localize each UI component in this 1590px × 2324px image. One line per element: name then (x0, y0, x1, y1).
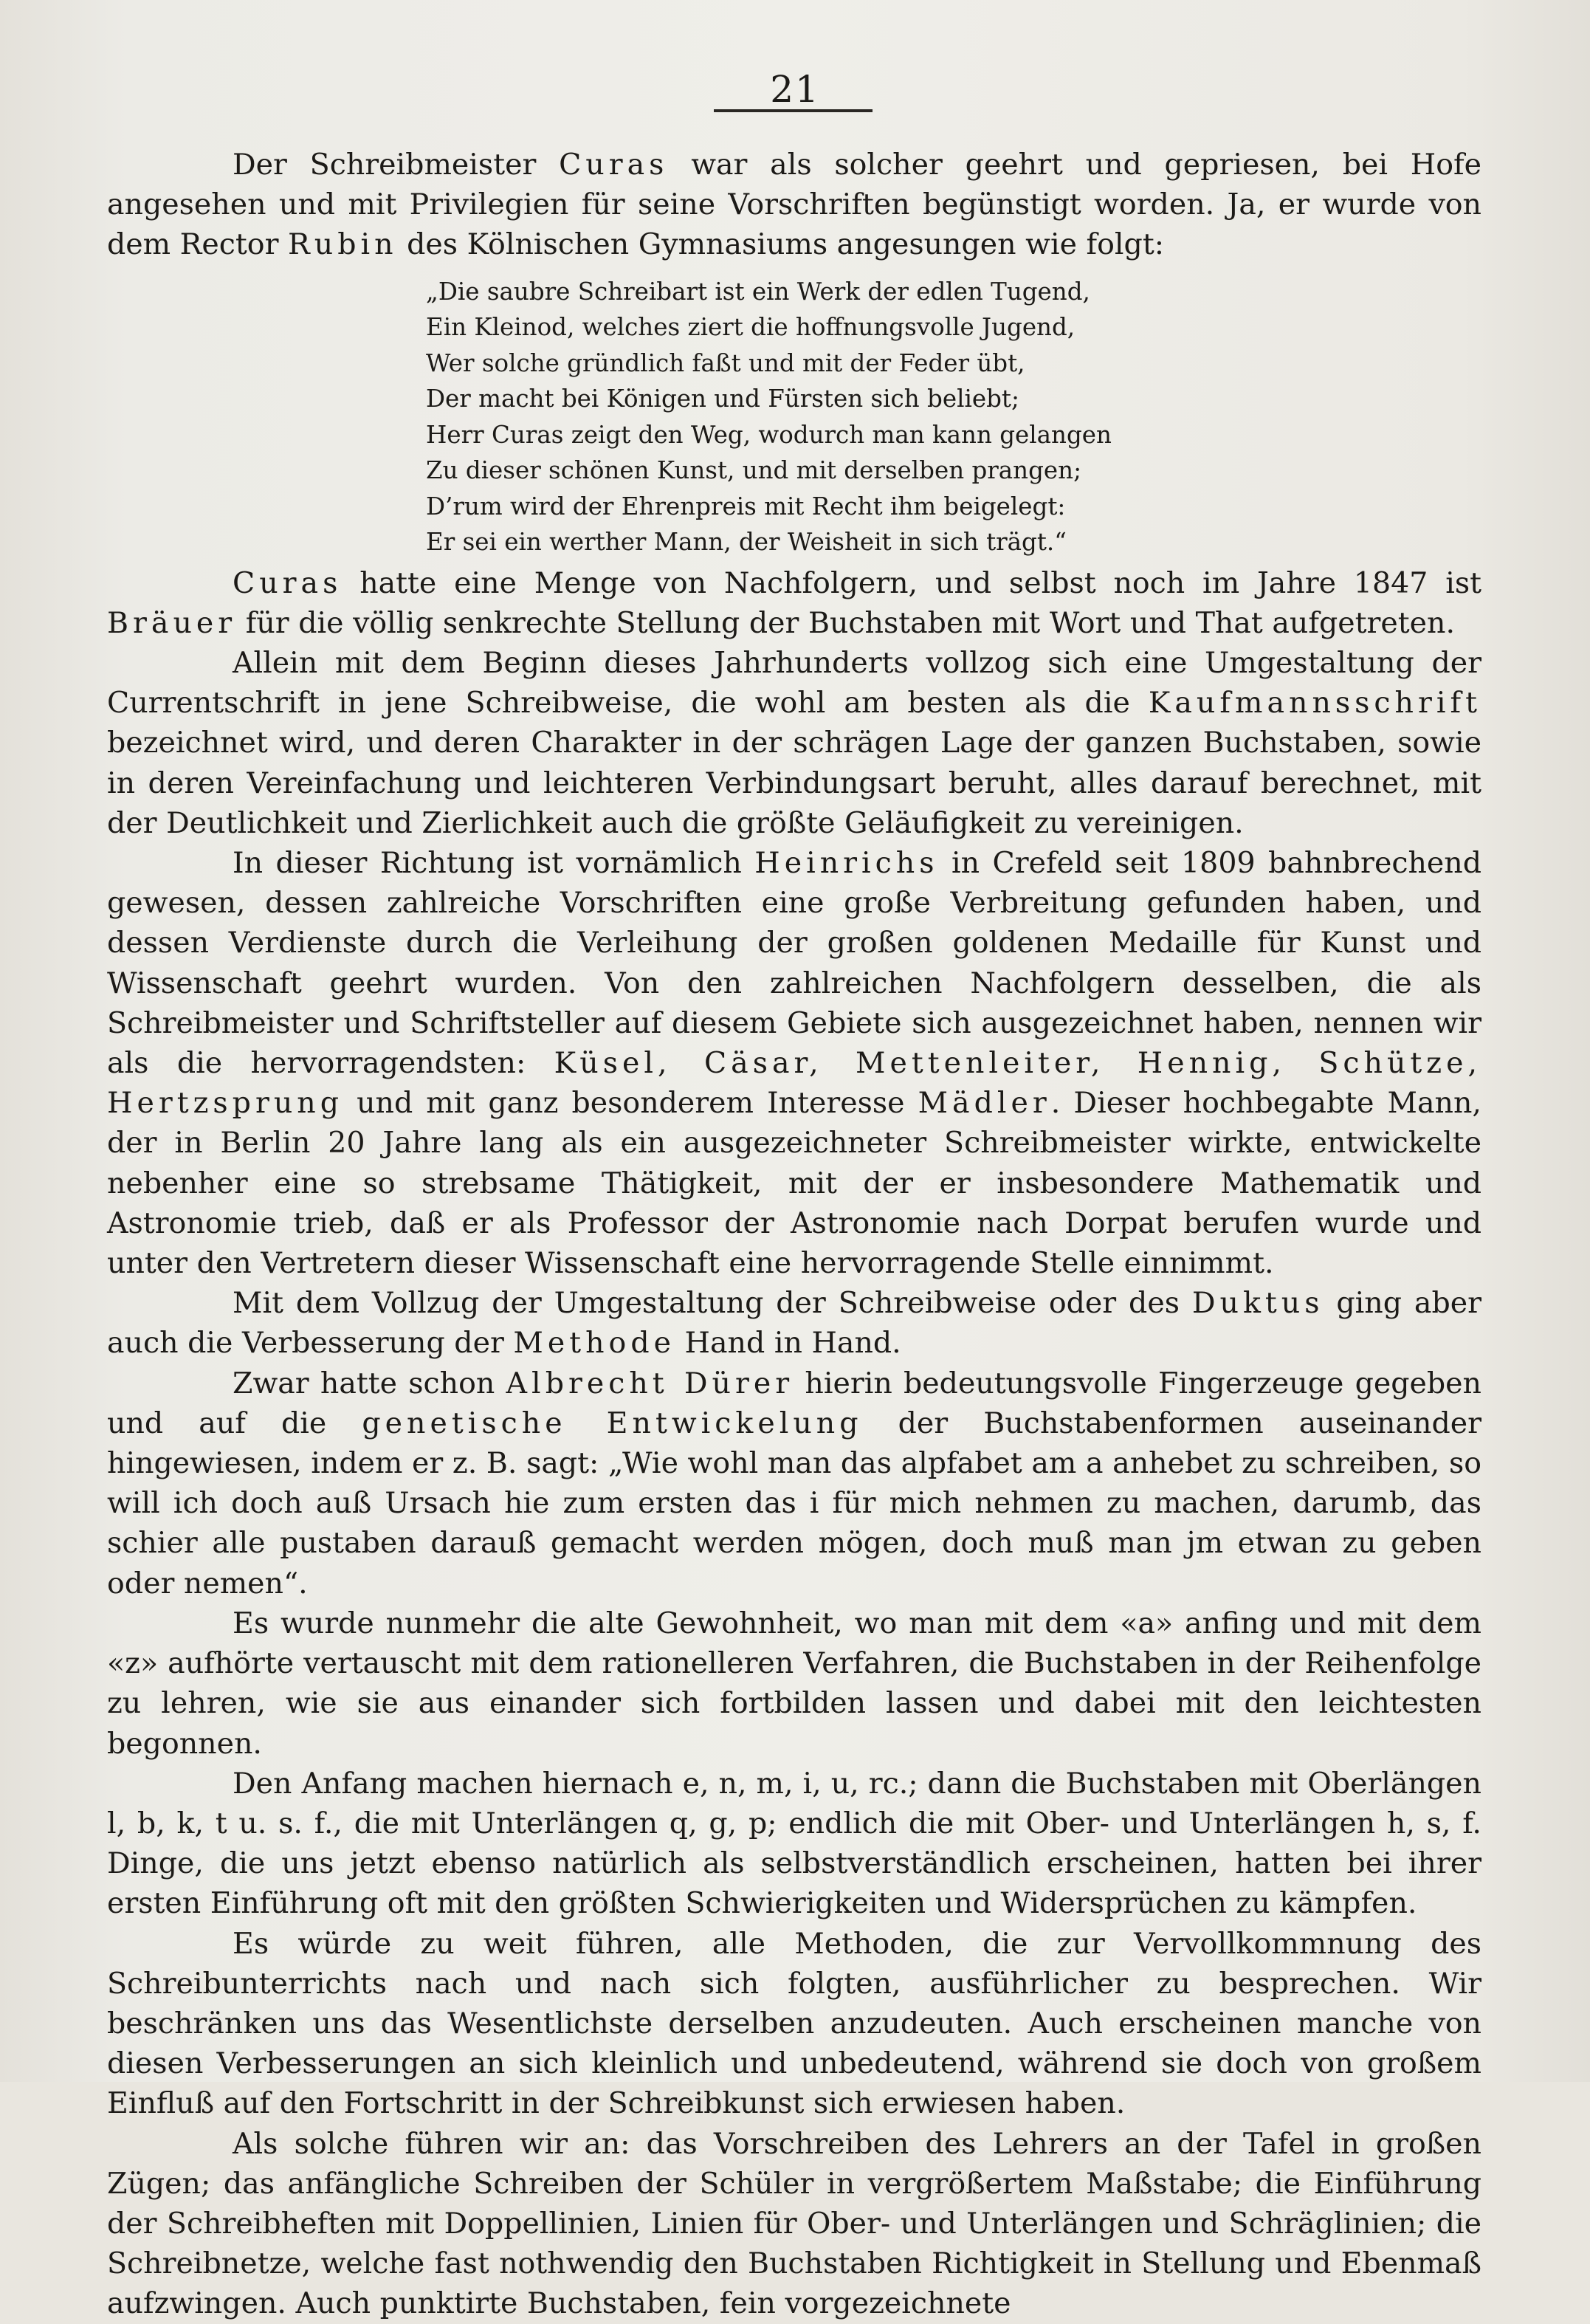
text-segment: in Crefeld seit 1809 bahnbrechend gewesen, dessen zahlreiche Vorschriften eine große Verbreitung gefunden haben, und dessen Verdienste durch die Verleihung der großen goldenen Medaille für Kunst und Wissenschaft geehrt wurden. Von den zahlreichen Nachfolgern desselben, die als Schreibmeister und Schriftsteller auf diesem Gebiete sich ausgezeichnet haben, nennen wir als die hervorragendsten: (107, 846, 1481, 1081)
text-segment: war als solcher geehrt und gepriesen, bei Hofe angesehen und mit Privilegien für seine Vorschriften begünstigt worden. Ja, er wurde von dem Rector (107, 148, 1481, 262)
text-segment: ging aber auch die Verbesserung der (107, 1286, 1481, 1361)
text-segment: für die völlig senkrechte Stellung der Buchstaben mit Wort und That aufgetreten. (236, 605, 1455, 640)
page-number-rule (714, 109, 873, 112)
text-segment: Allein mit dem Beginn dieses Jahrhunderts vollzog sich eine Umgestaltung der Currentschrift in jene Schreibweise, die wohl am besten als die (107, 646, 1481, 721)
paragraph (107, 1924, 1481, 2124)
spaced-name: Küsel, Cäsar, Mettenleiter, Hennig, Schütze, Hertzsprung (107, 1046, 1482, 1121)
poem-line: Der macht bei Königen und Fürsten sich beliebt; (426, 385, 1019, 413)
paragraph (107, 1364, 1481, 1603)
poem-line: Zu dieser schönen Kunst, und mit derselben prangen; (426, 456, 1082, 485)
text-segment: des Kölnischen Gymnasiums angesungen wie folgt: (397, 227, 1165, 262)
poem-line: D’rum wird der Ehrenpreis mit Recht ihm beigelegt: (426, 492, 1066, 520)
text-segment: Als solche führen wir an: das Vorschreiben des Lehrers an der Tafel in großen Zügen; das anfängliche Schreiben der Schüler in vergrößertem Maßstabe; die Einführung der Schreibheften mit Doppellinien, Linien für Ober- und Unterlängen und Schräglinien; die Schreibnetze, welche fast nothwendig den Buchstaben Richtigkeit in Stellung und Ebenmaß aufzwingen. Auch punktirte Buchstaben, fein vorgezeichnete (107, 2126, 1481, 2321)
spaced-name: Curas (559, 148, 669, 182)
paragraph (107, 643, 1481, 843)
spaced-name: Duktus (1191, 1286, 1324, 1321)
paragraph (107, 2124, 1481, 2324)
poem-line: „Die saubre Schreibart ist ein Werk der edlen Tugend, (426, 277, 1090, 306)
text-segment: hierin bedeutungsvolle Fingerzeuge gegeben und auf die (107, 1366, 1481, 1440)
text-segment: Es würde zu weit führen, alle Methoden, die zur Vervollkommnung des Schreibunterrichts nach und nach sich folgten, ausführlicher zu besprechen. Wir beschränken uns das Wesentlichste derselben anzudeuten. Auch erscheinen manche von diesen Verbesserungen an sich kleinlich und unbedeutend, während sie doch von großem Einfluß auf den Fortschritt in der Schreibkunst sich erwiesen haben. (107, 1926, 1481, 2121)
paragraph (107, 1283, 1481, 1363)
text-segment: In dieser Richtung ist vornämlich (233, 846, 755, 881)
spaced-name: Curas (233, 565, 343, 600)
poem-line: Ein Kleinod, welches ziert die hoffnungsvolle Jugend, (426, 313, 1076, 342)
paragraph (107, 563, 1481, 643)
paragraph (107, 1764, 1481, 1924)
spaced-name: Bräuer (107, 605, 237, 640)
text-segment: Der Schreibmeister (233, 148, 560, 182)
page-number: 21 (770, 68, 820, 111)
text-segment: Hand in Hand. (675, 1326, 901, 1361)
spaced-name: Rubin (288, 227, 398, 262)
text-segment: bezeichnet wird, und deren Charakter in der schrägen Lage der ganzen Buchstaben, sowie in deren Vereinfachung und leichteren Verbindungsart beruht, alles darauf berechnet, mit der Deutlichkeit und Zierlichkeit auch die größte Geläufigkeit zu vereinigen. (107, 726, 1481, 840)
text-segment: hatte eine Menge von Nachfolgern, und selbst noch im Jahre 1847 ist (342, 565, 1481, 600)
text-segment: Den Anfang machen hiernach e, n, m, i, u, rc.; dann die Buchstaben mit Oberlängen l, b, k, t u. s. f., die mit Unterlängen q, g, p; endlich die mit Ober- und Unterlängen h, s, f. Dinge, die uns jetzt ebenso natürlich als selbstverständlich erscheinen, hatten bei ihrer ersten Einführung oft mit den größten Schwierigkeiten und Widersprüchen zu kämpfen. (107, 1766, 1481, 1921)
poem-line: Herr Curas zeigt den Weg, wodurch man kann gelangen (426, 420, 1112, 449)
paragraph (107, 145, 1481, 265)
text-segment: Es wurde nunmehr die alte Gewohnheit, wo man mit dem «a» anfing und mit dem «z» aufhörte vertauscht mit dem rationelleren Verfahren, die Buchstaben in der Reihenfolge zu lehren, wie sie aus einander sich fortbilden lassen und dabei mit den leichtesten begonnen. (107, 1606, 1481, 1761)
spaced-name: Mädler (918, 1086, 1051, 1121)
paragraph (107, 843, 1481, 1283)
paragraph (107, 1603, 1481, 1764)
spaced-name: Heinrichs (754, 846, 939, 881)
poem (426, 274, 1481, 560)
body-text (107, 145, 1481, 2324)
poem-line: Er sei ein werther Mann, der Weisheit in sich trägt.“ (426, 528, 1067, 557)
text-segment: . Dieser hochbegabte Mann, der in Berlin 20 Jahre lang als ein ausgezeichneter Schreibmeister wirkte, entwickelte nebenher eine so strebsame Thätigkeit, mit der er insbesondere Mathematik und Astronomie trieb, daß er als Professor der Astronomie nach Dorpat berufen wurde und unter den Vertretern dieser Wissenschaft eine hervorragende Stelle einnimmt. (107, 1086, 1481, 1281)
spaced-name: Albrecht Dürer (506, 1366, 794, 1400)
spaced-name: Methode (513, 1326, 675, 1361)
spaced-name: genetische Entwickelung (362, 1406, 863, 1440)
text-segment: und mit ganz besonderem Interesse (343, 1086, 918, 1121)
text-segment: Mit dem Vollzug der Umgestaltung der Schreibweise oder des (233, 1286, 1192, 1321)
text-segment: der Buchstabenformen auseinander hingewiesen, indem er z. B. sagt: „Wie wohl man das alpfabet am a anhebet zu schreiben, so will ich doch auß Ursach hie zum ersten das i für mich nehmen zu machen, darumb, das schier alle pustaben darauß gemacht werden mögen, doch muß man jm etwan zu geben oder nemen“. (107, 1406, 1481, 1601)
text-segment: Zwar hatte schon (233, 1366, 506, 1400)
spaced-name: Kaufmannsschrift (1148, 686, 1481, 721)
poem-line: Wer solche gründlich faßt und mit der Feder übt, (426, 348, 1025, 377)
